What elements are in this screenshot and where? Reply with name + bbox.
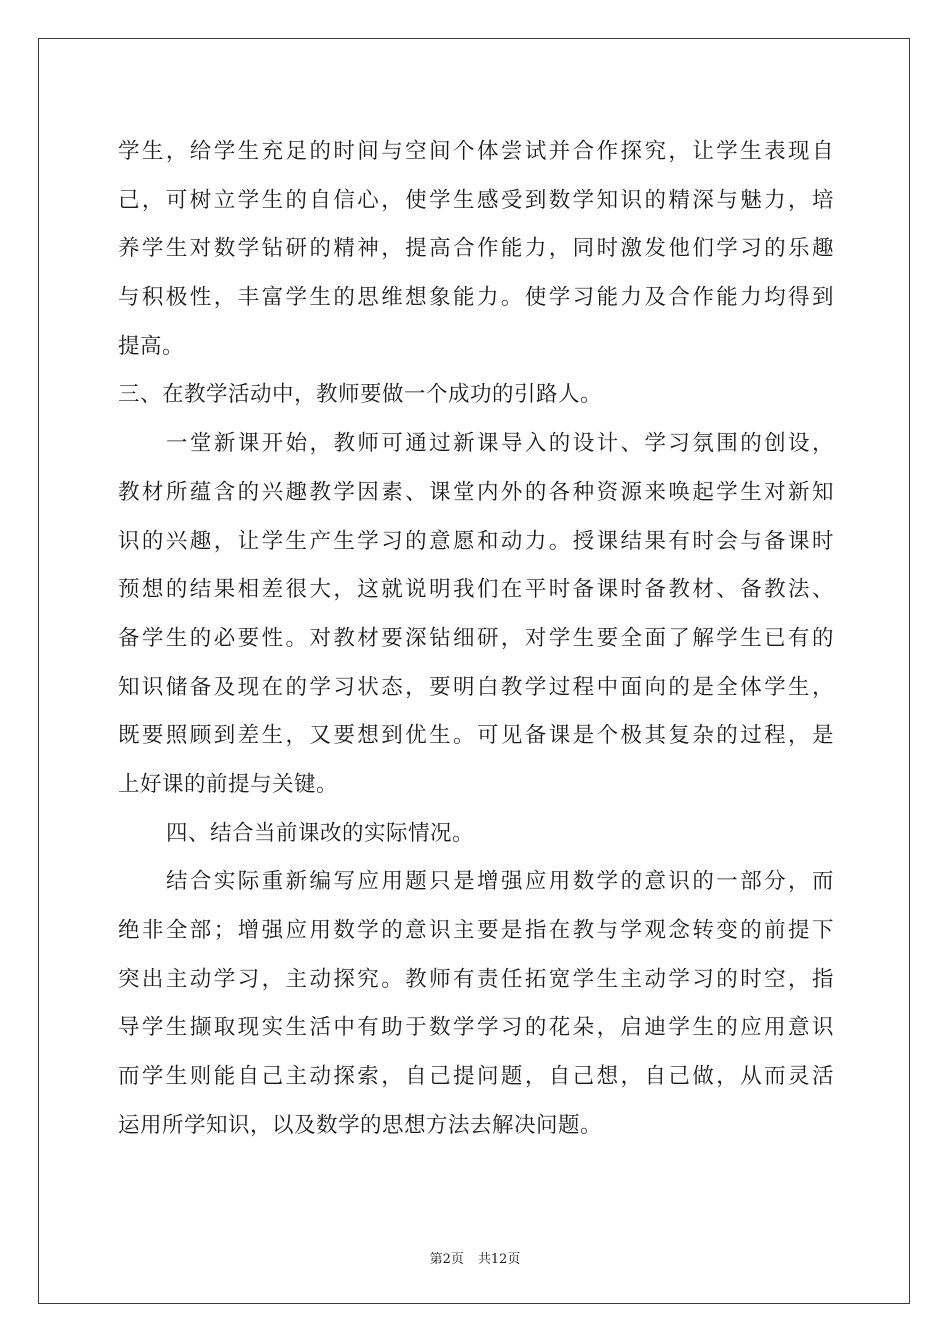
text-line: 上好课的前提与关键。 bbox=[118, 771, 339, 797]
text-line: 导学生撷取现实生活中有助于数学学习的花朵，启迪学生的应用意识 bbox=[118, 1015, 834, 1041]
text-line: 知识储备及现在的学习状态，要明白教学过程中面向的是全体学生， bbox=[118, 674, 834, 700]
total-page-count: 共12页 bbox=[477, 1252, 521, 1267]
text-line: 备学生的必要性。对教材要深钻细研，对学生要全面了解学生已有的 bbox=[118, 625, 834, 651]
text-line: 绝非全部；增强应用数学的意识主要是指在教与学观念转变的前提下 bbox=[118, 918, 834, 943]
text-line: 突出主动学习，主动探究。教师有责任拓宽学生主动学习的时空，指 bbox=[118, 966, 834, 992]
text-line: 而学生则能自己主动探索，自己提问题，自己想，自己做，从而灵活 bbox=[118, 1064, 834, 1090]
text-line: 既要照顾到差生，又要想到优生。可见备课是个极其复杂的过程，是 bbox=[118, 723, 834, 749]
text-line: 己，可树立学生的自信心，使学生感受到数学知识的精深与魅力，培 bbox=[118, 187, 834, 213]
text-line: 三、在教学活动中，教师要做一个成功的引路人。 bbox=[118, 382, 603, 408]
text-line: 预想的结果相差很大，这就说明我们在平时备课时备教材、备教法、 bbox=[118, 577, 834, 603]
text-line: 提高。 bbox=[118, 333, 185, 359]
text-line: 学生，给学生充足的时间与空间个体尝试并合作探究，让学生表现自 bbox=[118, 139, 834, 164]
text-line: 运用所学知识，以及数学的思想方法去解决问题。 bbox=[118, 1112, 603, 1138]
text-line: 养学生对数学钻研的精神，提高合作能力，同时激发他们学习的乐趣 bbox=[118, 236, 834, 262]
text-line: 一堂新课开始，教师可通过新课导入的设计、学习氛围的创设， bbox=[166, 431, 834, 457]
text-line: 教材所蕴含的兴趣教学因素、课堂内外的各种资源来唤起学生对新知 bbox=[118, 479, 834, 505]
document-body bbox=[118, 128, 834, 1150]
text-line: 结合实际重新编写应用题只是增强应用数学的意识的一部分，而 bbox=[166, 869, 834, 895]
text-line: 与积极性，丰富学生的思维想象能力。使学习能力及合作能力均得到 bbox=[118, 285, 834, 311]
page-footer bbox=[0, 1248, 950, 1267]
text-line: 识的兴趣，让学生产生学习的意愿和动力。授课结果有时会与备课时 bbox=[118, 528, 834, 554]
text-line: 四、结合当前课改的实际情况。 bbox=[166, 820, 475, 846]
current-page-number: 第2页 bbox=[429, 1252, 464, 1267]
